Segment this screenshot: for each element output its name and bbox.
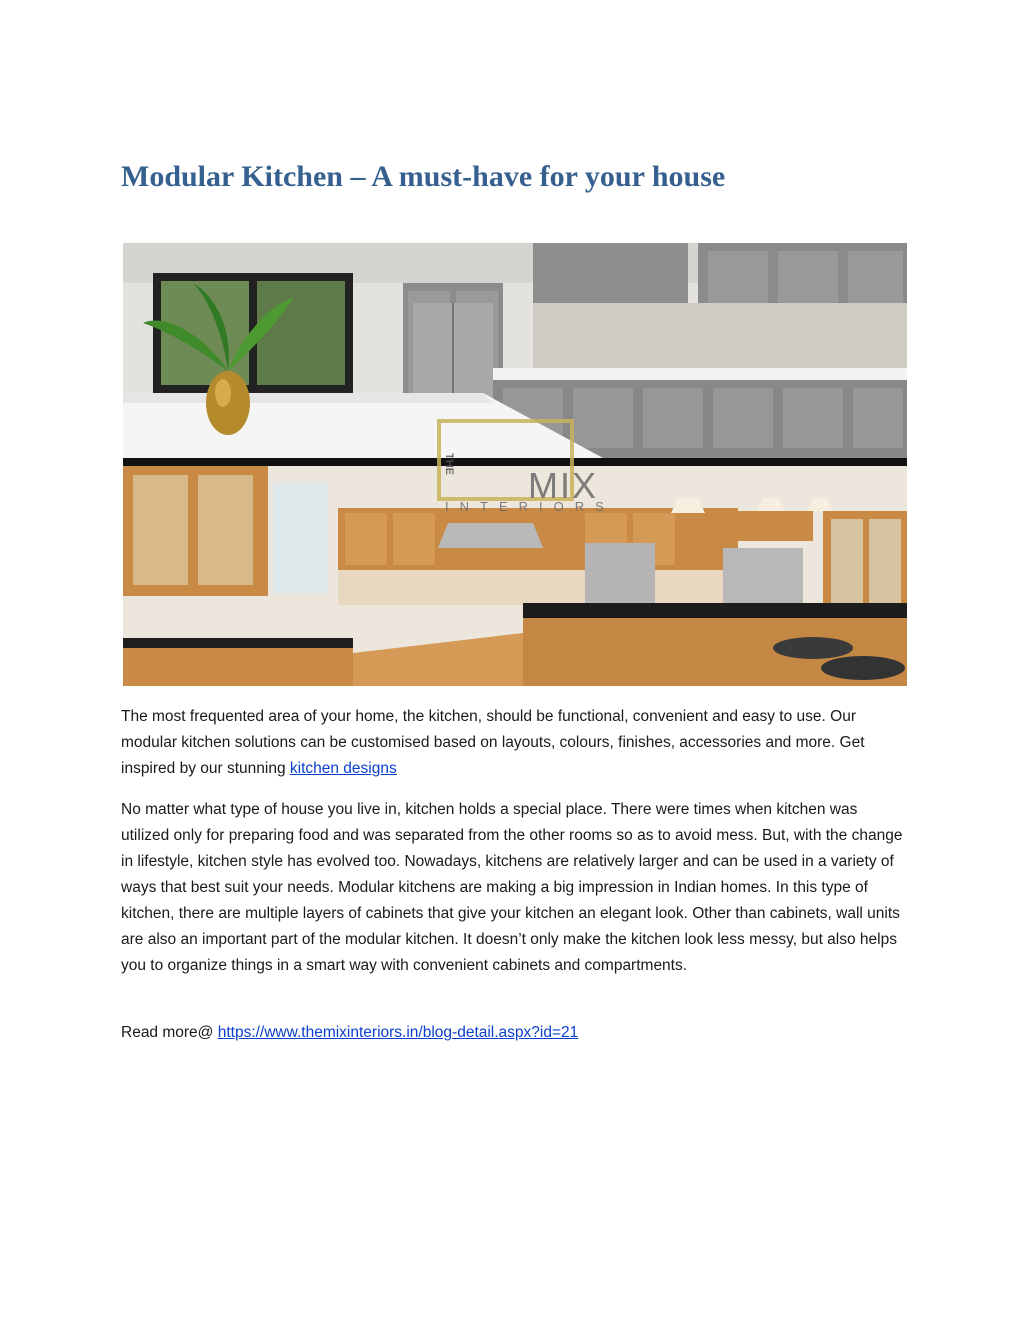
logo-brand-main: MIX	[528, 465, 599, 506]
read-more-label: Read more@	[121, 1024, 218, 1041]
intro-text: The most frequented area of your home, the kitchen, should be functional, convenient and easy to use. Our modular kitchen solutions can be customised based on layouts, colours, finishes, accessories and more. Get inspired by our stunning	[121, 708, 865, 777]
kitchen-hero-image	[123, 243, 907, 686]
body-paragraph: No matter what type of house you live in, kitchen holds a special place. There were times when kitchen was utilized only for preparing food and was separated from the other rooms so as to avoid mess. But, with the change in lifestyle, kitchen style has evolved too. Nowadays, kitchens are relatively larger and can be used in a variety of ways that best suit your needs. Modular kitchens are making a big impression in Indian homes. In this type of kitchen, there are multiple layers of cabinets that give your kitchen an elegant look. Other than cabinets, wall units are also an important part of the modular kitchen. It doesn’t only make the kitchen look less messy, but also helps you to organize things in a smart way with convenient cabinets and compartments.	[121, 801, 903, 974]
blog-detail-link[interactable]: https://www.themixinteriors.in/blog-detail.aspx?id=21	[217, 1024, 579, 1041]
kitchen-designs-link[interactable]: kitchen designs	[289, 760, 397, 777]
gray-kitchen-photo	[123, 243, 907, 458]
logo-brand-vertical: THE	[443, 453, 455, 475]
logo-brand-sub: INTERIORS	[445, 499, 615, 514]
read-more-line	[121, 1020, 907, 1046]
page-title: Modular Kitchen – A must-have for your house	[121, 160, 726, 193]
intro-paragraph	[121, 704, 907, 782]
